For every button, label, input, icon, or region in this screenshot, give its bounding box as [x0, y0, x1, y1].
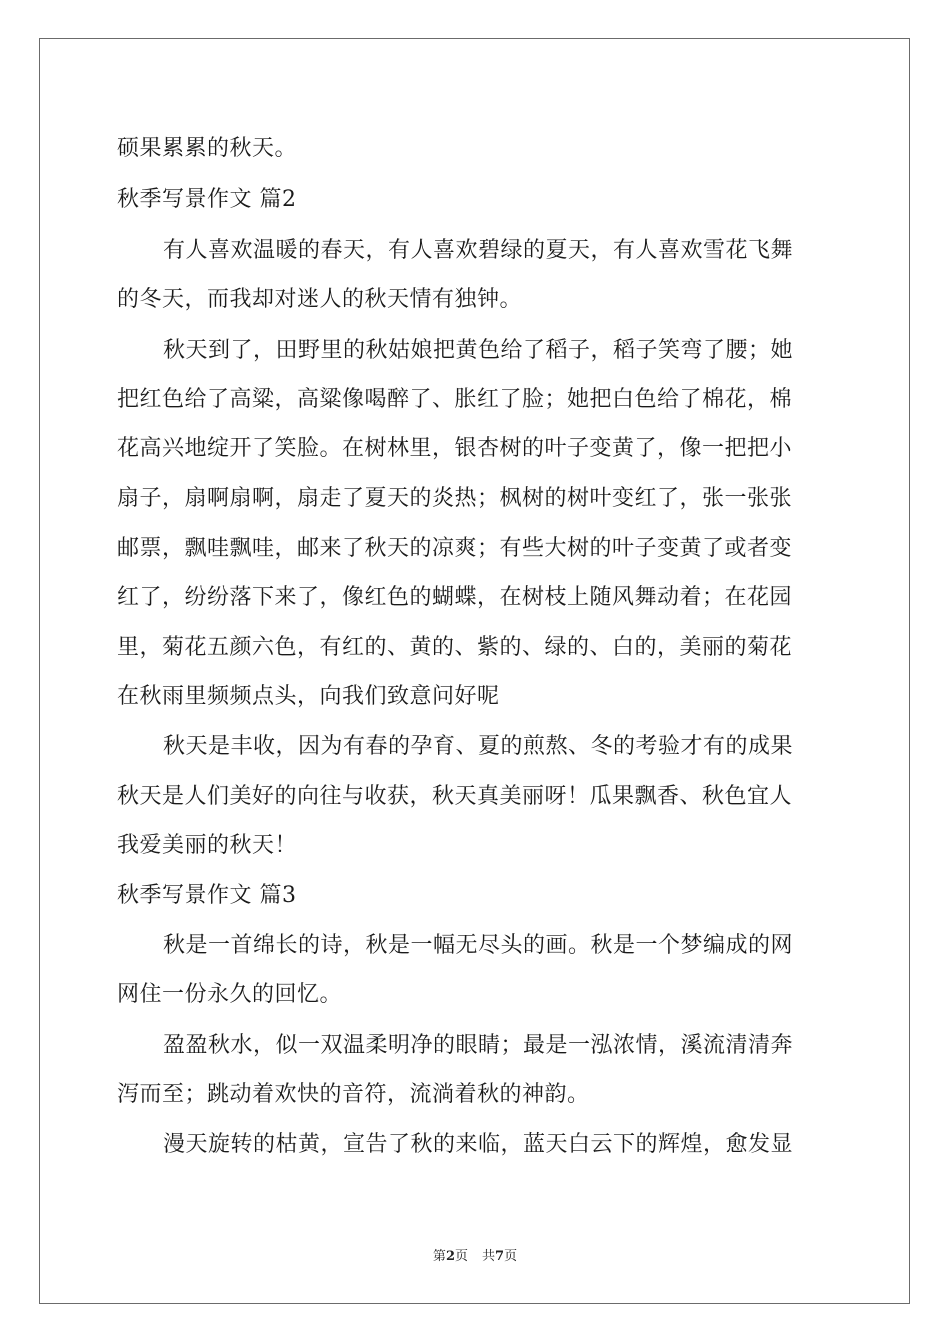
paragraph-line: 花高兴地绽开了笑脸。在树林里，银杏树的叶子变黄了，像一把把小 [117, 436, 793, 461]
paragraph-line: 扇子，扇啊扇啊，扇走了夏天的炎热；枫树的树叶变红了，张一张张 [117, 486, 793, 511]
paragraph-line: 硕果累累的秋天。 [117, 136, 298, 161]
paragraph-line: 我爱美丽的秋天！ [117, 833, 298, 858]
paragraph-line: 邮票，飘哇飘哇，邮来了秋天的凉爽；有些大树的叶子变黄了或者变 [117, 536, 793, 561]
total-pages: 7 [495, 1249, 505, 1264]
paragraph-line: 的冬天，而我却对迷人的秋天情有独钟。 [117, 287, 523, 312]
paragraph-line: 在秋雨里频频点头，向我们致意问好呢 [117, 684, 500, 709]
page-total [482, 1249, 517, 1264]
paragraph-line: 里，菊花五颜六色，有红的、黄的、紫的、绿的、白的，美丽的菊花 [117, 635, 793, 660]
total-suffix: 页 [504, 1249, 518, 1264]
paragraph-line: 有人喜欢温暖的春天，有人喜欢碧绿的夏天，有人喜欢雪花飞舞 [163, 238, 794, 263]
section-heading: 秋季写景作文 篇3 [117, 883, 297, 908]
paragraph-line: 秋天到了，田野里的秋姑娘把黄色给了稻子，稻子笑弯了腰；她 [163, 338, 794, 363]
paragraph-line: 漫天旋转的枯黄，宣告了秋的来临，蓝天白云下的辉煌，愈发显 [163, 1132, 794, 1157]
total-prefix: 共 [482, 1249, 496, 1264]
page-footer [0, 1248, 950, 1266]
paragraph-line: 秋天是丰收，因为有春的孕育、夏的煎熬、冬的考验才有的成果 [163, 734, 794, 759]
paragraph-line: 泻而至；跳动着欢快的音符，流淌着秋的神韵。 [117, 1082, 590, 1107]
paragraph-line: 把红色给了高粱，高粱像喝醉了、胀红了脸；她把白色给了棉花，棉 [117, 387, 793, 412]
paragraph-line: 红了，纷纷落下来了，像红色的蝴蝶，在树枝上随风舞动着；在花园 [117, 585, 793, 610]
current-page: 2 [445, 1249, 455, 1264]
paragraph-line: 秋天是人们美好的向往与收获，秋天真美丽呀！瓜果飘香、秋色宜人 [117, 784, 793, 809]
page-border [39, 38, 910, 1304]
paragraph-line: 网住一份永久的回忆。 [117, 982, 343, 1007]
paragraph-line: 秋是一首绵长的诗，秋是一幅无尽头的画。秋是一个梦编成的网 [163, 933, 794, 958]
section-heading: 秋季写景作文 篇2 [117, 187, 297, 212]
page-number [433, 1249, 468, 1264]
paragraph-line: 盈盈秋水，似一双温柔明净的眼睛；最是一泓浓情，溪流清清奔 [163, 1033, 794, 1058]
page-prefix: 第 [432, 1249, 446, 1264]
page-suffix: 页 [454, 1249, 468, 1264]
